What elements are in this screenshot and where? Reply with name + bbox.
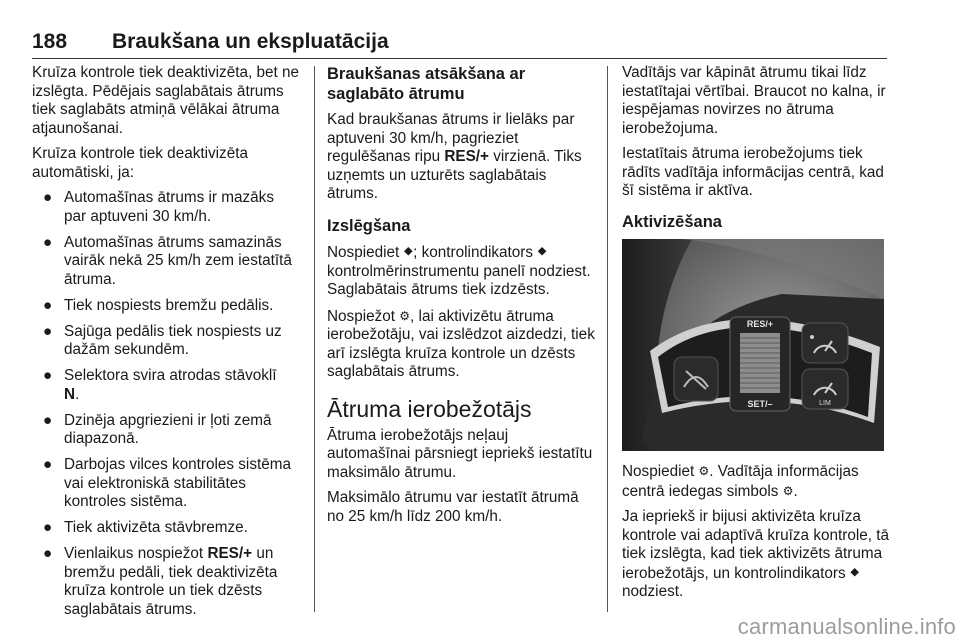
paragraph: Kruīza kontrole tiek deaktivizēta, bet ne izslēgta. Pēdējais saglabātais ātrums tiek saglabāts atmiņā vēlākai ātruma atjaunošanai. <box>32 64 299 137</box>
cruise-control-icon: ⯁ <box>403 245 414 259</box>
column-1 <box>32 64 300 627</box>
paragraph: Vadītājs var kāpināt ātrumu tikai līdz iestatītajai vērtībai. Braucot no kalna, ir iespējamas novirzes no ātruma ierobežojuma. <box>622 64 886 137</box>
section-heading-activation: Aktivizēšana <box>622 212 722 231</box>
list-item: ● Dzinēja apgriezieni ir ļoti zemā diapazonā. <box>43 411 272 447</box>
paragraph: Iestatītais ātruma ierobežojums tiek rādīts vadītāja informācijas centrā, kad šī sistēma ir aktīva. <box>622 145 884 199</box>
paragraph: Maksimālo ātrumu var iestatīt ātrumā no 25 km/h līdz 200 km/h. <box>327 489 579 525</box>
paragraph: Nospiežot ⚙, lai aktivizētu ātruma ierobežotāju, vai izslēdzot aizdedzi, tiek arī izslēgta kruīza kontrole un dzēsts saglabātais ātrums. <box>327 307 595 380</box>
list-item: ● Sajūga pedālis tiek nospiests uz dažām sekundēm. <box>43 322 282 358</box>
page-title: Braukšana un ekspluatācija <box>112 30 389 53</box>
deactivation-conditions-list <box>32 189 300 619</box>
section-heading-limiter: Ātruma ierobežotājs <box>327 395 532 422</box>
paragraph: Ātruma ierobežotājs neļauj automašīnai pārsniegt iepriekš iestatītu maksimālo ātrumu. <box>327 426 593 481</box>
steering-wheel-controls-photo <box>622 239 884 451</box>
list-item: ● Automašīnas ātrums ir mazāks par aptuveni 30 km/h. <box>43 189 274 225</box>
paragraph: Ja iepriekš ir bijusi aktivizēta kruīza kontrole vai adaptīvā kruīza kontrole, tā tiek izslēgta, kad tiek aktivizēts ātruma ierobežotājs, un kontrolindikators ⯁ nodziest. <box>622 508 889 600</box>
paragraph: Nospiediet ⯁; kontrolindikators ⯁ kontrolmērinstrumentu panelī nodziest. Saglabātais ātrums tiek izdzēsts. <box>327 244 591 298</box>
page-number: 188 <box>32 30 68 53</box>
list-item: ● Tiek aktivizēta stāvbremze. <box>43 519 248 536</box>
lim-label: LIM <box>819 400 831 407</box>
list-item: ● Automašīnas ātrums samazinās vairāk nekā 25 km/h zem iestatītā ātruma. <box>43 233 292 288</box>
cruise-control-indicator-icon: ⯁ <box>849 565 860 580</box>
column-divider-1 <box>314 66 315 612</box>
column-2 <box>327 64 595 533</box>
paragraph: Kad braukšanas ātrums ir lielāks par aptuveni 30 km/h, pagrieziet regulēšanas ripu RES/+ virzienā. Tiks uzņemts un uzturēts saglabātais ātrums. <box>327 111 582 202</box>
set-label: SET/– <box>747 399 773 409</box>
list-item: ● Selektora svira atrodas stāvoklī N. <box>43 367 277 403</box>
watermark: carmanualsonline.info <box>737 614 956 639</box>
paragraph: Kruīza kontrole tiek deaktivizēta automātiski, ja: <box>32 145 248 181</box>
cruise-control-indicator-icon: ⯁ <box>537 245 547 259</box>
section-heading-off: Izslēgšana <box>327 216 411 235</box>
speed-limiter-symbol-icon: ⚙ <box>782 483 794 498</box>
res-label: RES/+ <box>746 319 774 329</box>
speed-limiter-icon: ⚙ <box>698 464 710 478</box>
column-3 <box>622 64 890 609</box>
list-item: ● Vienlaikus nospiežot RES/+ un bremžu pedāli, tiek deaktivizēta kruīza kontrole un tiek dzēsts saglabātais ātrums. <box>43 545 278 618</box>
column-divider-2 <box>607 66 608 612</box>
section-heading-resume: Braukšanas atsākšana ar saglabāto ātrumu <box>327 65 526 103</box>
paragraph: Nospiediet ⚙. Vadītāja informācijas centrā iedegas simbols ⚙. <box>622 463 859 500</box>
list-item: ● Darbojas vilces kontroles sistēma vai elektroniskā stabilitātes kontroles sistēma. <box>43 456 291 510</box>
list-item: ● Tiek nospiests bremžu pedālis. <box>43 296 274 314</box>
speed-limiter-icon: ⚙ <box>399 308 411 323</box>
header-rule <box>32 58 887 59</box>
page-header <box>32 30 887 54</box>
